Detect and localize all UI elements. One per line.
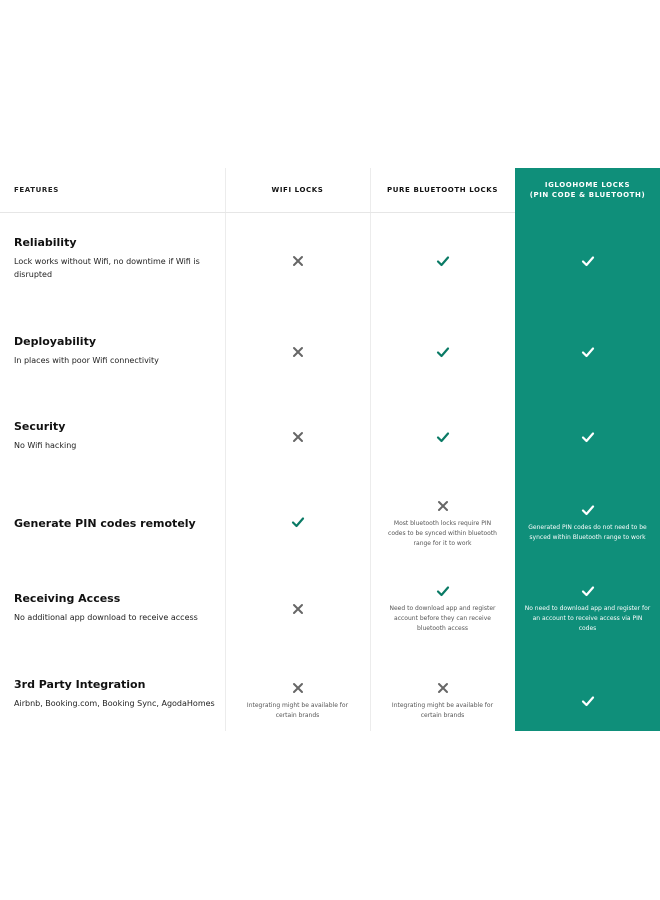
comparison-table: [0, 168, 660, 731]
column-divider: [370, 168, 371, 731]
feature-reliability: [14, 236, 219, 281]
cell-wifi-deployability: [225, 345, 370, 359]
feature-receiving-access: [14, 592, 219, 624]
cell-note: No need to download app and register for an account to receive access via PIN codes: [524, 605, 651, 632]
header-bluetooth-locks: PURE BLUETOOTH LOCKS: [387, 186, 498, 194]
feature-desc: In places with poor Wifi connectivity: [14, 356, 159, 365]
cross-icon: [291, 430, 305, 444]
feature-title: Generate PIN codes remotely: [14, 517, 196, 530]
check-icon: [581, 694, 595, 708]
check-icon: [291, 515, 305, 529]
cell-wifi-receiving-access: [225, 602, 370, 616]
cell-note: Most bluetooth locks require PIN codes to be synced within bluetooth range for it to work: [388, 520, 497, 547]
cell-igloo-security: [515, 430, 660, 444]
check-icon: [581, 345, 595, 359]
cross-icon: [436, 499, 450, 513]
header-divider: [0, 212, 515, 213]
check-icon: [436, 430, 450, 444]
cell-igloo-deployability: [515, 345, 660, 359]
cross-icon: [291, 345, 305, 359]
cross-icon: [291, 254, 305, 268]
cell-wifi-integration: [225, 681, 370, 721]
column-divider: [225, 168, 226, 731]
check-icon: [581, 584, 595, 598]
cell-igloo-receiving-access: [515, 584, 660, 634]
feature-generate-pin: [14, 517, 219, 536]
cell-igloo-generate-pin: [515, 503, 660, 543]
cell-bluetooth-deployability: [370, 345, 515, 359]
check-icon: [436, 345, 450, 359]
feature-desc: No Wifi hacking: [14, 441, 77, 450]
cell-bluetooth-receiving-access: [370, 584, 515, 634]
cell-note: Need to download app and register account before they can receive bluetooth access: [389, 605, 496, 632]
cross-icon: [291, 602, 305, 616]
header-igloohome-locks: [515, 168, 660, 212]
cell-bluetooth-integration: [370, 681, 515, 721]
check-icon: [581, 254, 595, 268]
cell-note: Integrating might be available for certain brands: [246, 702, 349, 719]
check-icon: [436, 584, 450, 598]
feature-title: Security: [14, 420, 66, 433]
feature-desc: Lock works without Wifi, no downtime if Wifi is disrupted: [14, 257, 200, 279]
check-icon: [436, 254, 450, 268]
header-igloohome-line2: (PIN CODE & BLUETOOTH): [529, 191, 646, 199]
igloohome-column-background: [515, 168, 660, 731]
feature-title: 3rd Party Integration: [14, 678, 146, 691]
cell-note: Integrating might be available for certain brands: [391, 702, 494, 719]
feature-desc: Airbnb, Booking.com, Booking Sync, AgodaHomes: [14, 699, 215, 708]
cross-icon: [291, 681, 305, 695]
feature-title: Deployability: [14, 335, 97, 348]
feature-title: Receiving Access: [14, 592, 121, 605]
cell-bluetooth-security: [370, 430, 515, 444]
cell-wifi-security: [225, 430, 370, 444]
cell-igloo-integration: [515, 694, 660, 708]
cell-note: Generated PIN codes do not need to be synced within Bluetooth range to work: [528, 524, 647, 541]
header-igloohome-line1: IGLOOHOME LOCKS: [544, 181, 631, 189]
feature-title: Reliability: [14, 236, 77, 249]
cell-wifi-reliability: [225, 254, 370, 268]
header-wifi-locks: WIFI LOCKS: [271, 186, 324, 194]
feature-deployability: [14, 335, 219, 367]
check-icon: [581, 430, 595, 444]
cell-wifi-generate-pin: [225, 515, 370, 529]
cell-bluetooth-reliability: [370, 254, 515, 268]
feature-security: [14, 420, 219, 452]
feature-3rd-party-integration: [14, 678, 219, 710]
cell-bluetooth-generate-pin: [370, 499, 515, 549]
cross-icon: [436, 681, 450, 695]
check-icon: [581, 503, 595, 517]
header-features: FEATURES: [14, 186, 59, 194]
feature-desc: No additional app download to receive access: [14, 613, 198, 622]
cell-igloo-reliability: [515, 254, 660, 268]
